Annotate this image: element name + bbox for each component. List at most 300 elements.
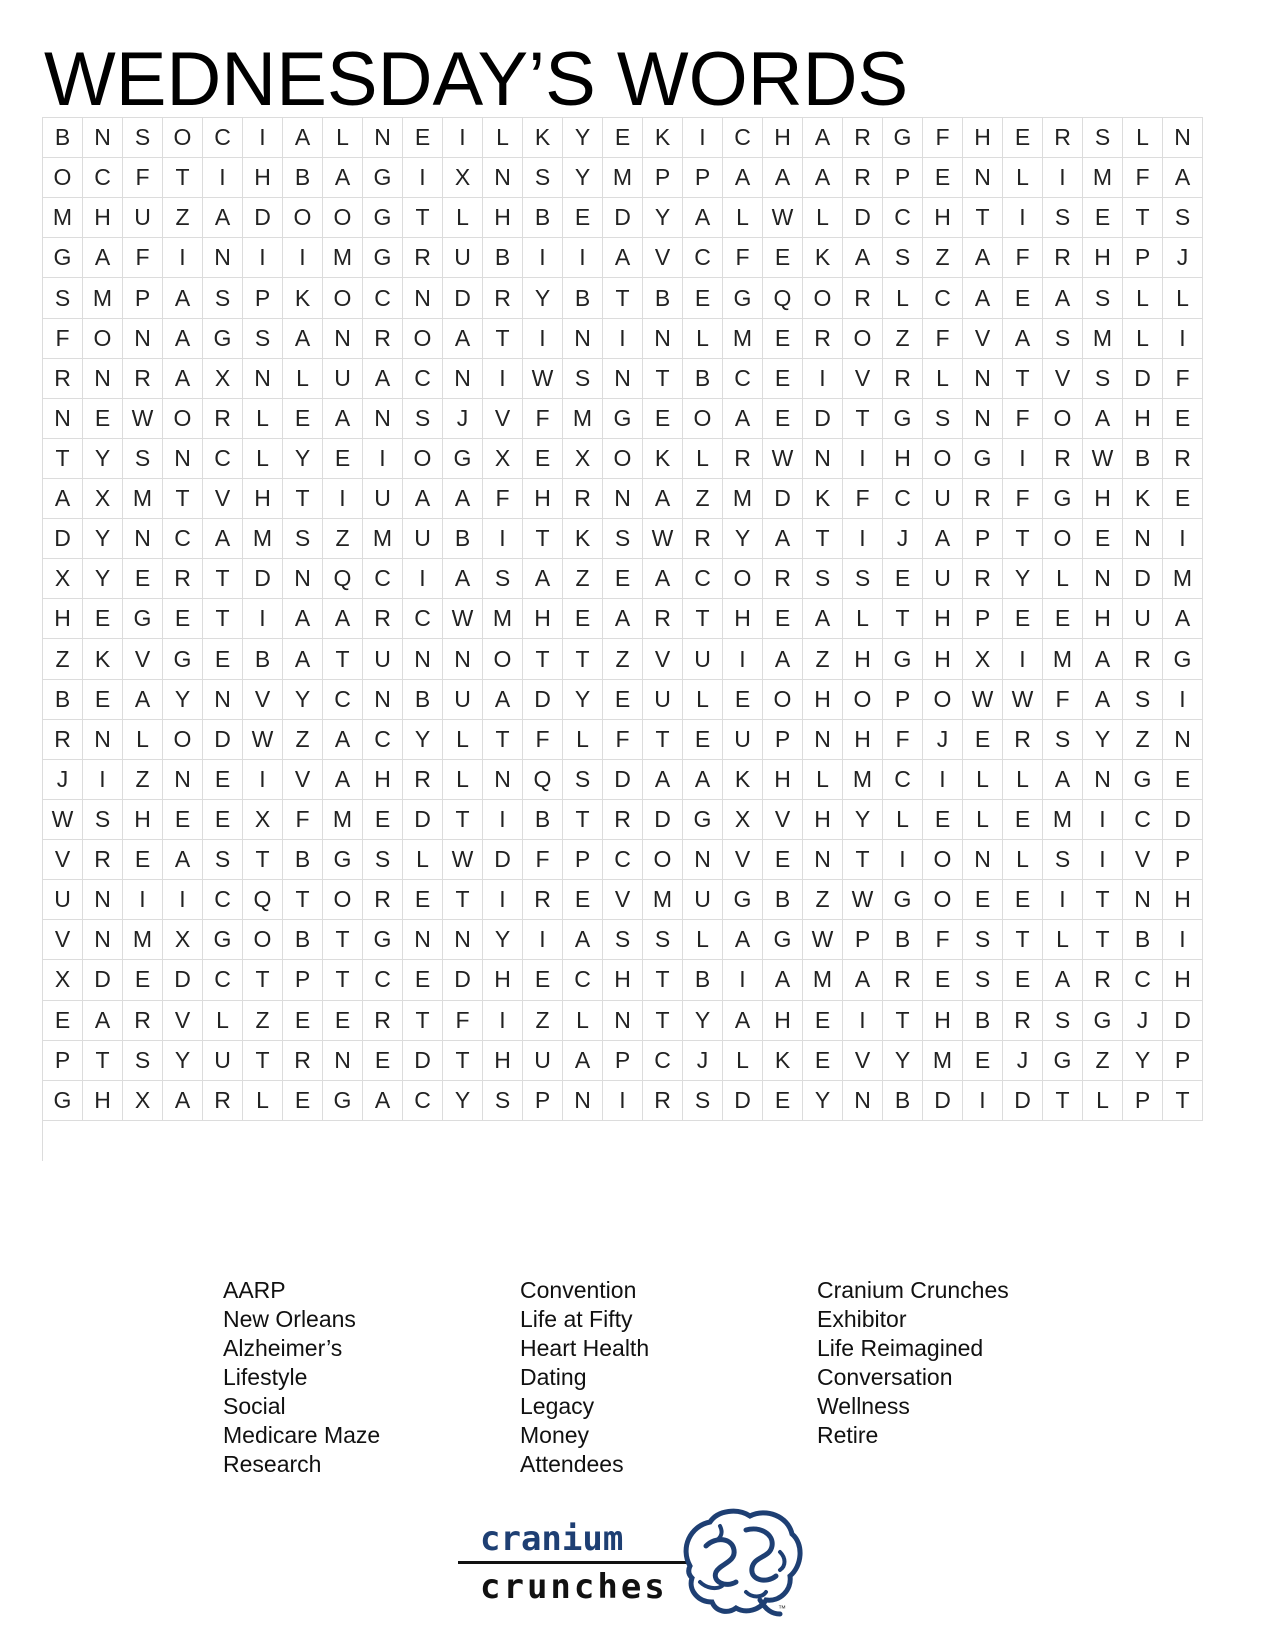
grid-cell: V [43, 920, 83, 960]
grid-cell: J [883, 519, 923, 559]
grid-cell: O [403, 439, 443, 479]
grid-cell: C [363, 960, 403, 1000]
grid-cell: X [123, 1081, 163, 1121]
grid-cell: V [163, 1001, 203, 1041]
cranium-crunches-logo [458, 1506, 804, 1626]
grid-cell: D [803, 399, 843, 439]
grid-cell: O [283, 198, 323, 238]
brain-icon [676, 1506, 804, 1618]
grid-cell: Z [523, 1001, 563, 1041]
grid-cell: E [763, 359, 803, 399]
grid-cell: D [243, 198, 283, 238]
grid-cell: Q [243, 880, 283, 920]
grid-cell: R [883, 960, 923, 1000]
grid-cell: A [163, 319, 203, 359]
grid-cell: Y [563, 680, 603, 720]
grid-cell: K [283, 278, 323, 318]
grid-cell: V [723, 840, 763, 880]
grid-cell: M [1043, 800, 1083, 840]
grid-cell: R [1043, 238, 1083, 278]
grid-cell: K [803, 238, 843, 278]
grid-cell: E [1003, 118, 1043, 158]
grid-cell: L [1123, 319, 1163, 359]
grid-cell: T [643, 720, 683, 760]
grid-cell: D [1123, 359, 1163, 399]
grid-cell: I [1043, 880, 1083, 920]
grid-cell: R [643, 599, 683, 639]
grid-cell: G [363, 158, 403, 198]
grid-cell: Y [1003, 559, 1043, 599]
grid-cell: M [243, 519, 283, 559]
grid-cell: L [963, 800, 1003, 840]
grid-cell: L [803, 760, 843, 800]
word-item: Dating [520, 1364, 587, 1390]
grid-cell: H [923, 639, 963, 679]
grid-cell: R [843, 118, 883, 158]
grid-cell: R [43, 359, 83, 399]
grid-cell: K [1123, 479, 1163, 519]
grid-cell: A [723, 920, 763, 960]
grid-cell: O [923, 880, 963, 920]
grid-cell: G [1043, 479, 1083, 519]
grid-cell: E [163, 599, 203, 639]
grid-cell: X [43, 960, 83, 1000]
grid-cell: R [363, 319, 403, 359]
grid-cell: N [563, 319, 603, 359]
grid-cell: A [1163, 599, 1203, 639]
grid-cell: E [1163, 479, 1203, 519]
grid-cell: P [283, 960, 323, 1000]
grid-cell: M [363, 519, 403, 559]
grid-cell: I [163, 238, 203, 278]
grid-cell: G [363, 238, 403, 278]
grid-cell: N [403, 278, 443, 318]
grid-cell: X [83, 479, 123, 519]
grid-cell: I [843, 1001, 883, 1041]
grid-cell: A [1043, 960, 1083, 1000]
grid-cell: S [1043, 1001, 1083, 1041]
grid-cell: S [883, 238, 923, 278]
grid-cell: U [923, 559, 963, 599]
grid-cell: I [123, 880, 163, 920]
grid-cell: E [563, 198, 603, 238]
grid-cell: E [1163, 399, 1203, 439]
grid-cell: A [323, 599, 363, 639]
grid-cell: R [563, 479, 603, 519]
grid-cell: B [683, 359, 723, 399]
grid-cell: E [803, 1001, 843, 1041]
grid-cell: E [1003, 599, 1043, 639]
grid-cell: R [1003, 1001, 1043, 1041]
grid-cell: I [723, 960, 763, 1000]
grid-cell: D [1163, 1001, 1203, 1041]
grid-cell: E [203, 639, 243, 679]
grid-cell: G [323, 840, 363, 880]
grid-cell: C [683, 238, 723, 278]
grid-cell: L [123, 720, 163, 760]
grid-cell: A [1043, 760, 1083, 800]
grid-cell: A [323, 760, 363, 800]
grid-cell: R [483, 278, 523, 318]
grid-cell: A [323, 720, 363, 760]
grid-cell: H [603, 960, 643, 1000]
grid-cell: I [1163, 680, 1203, 720]
grid-cell: R [803, 319, 843, 359]
grid-cell: K [83, 639, 123, 679]
grid-cell: E [963, 720, 1003, 760]
grid-cell: Y [843, 800, 883, 840]
grid-cell: L [803, 198, 843, 238]
grid-cell: K [563, 519, 603, 559]
grid-cell: A [123, 680, 163, 720]
grid-cell: O [603, 439, 643, 479]
grid-cell: G [363, 198, 403, 238]
grid-cell: O [843, 680, 883, 720]
grid-cell: P [563, 840, 603, 880]
grid-cell: G [763, 920, 803, 960]
grid-cell: F [523, 720, 563, 760]
grid-cell: P [523, 1081, 563, 1121]
grid-cell: I [1043, 158, 1083, 198]
grid-cell: N [203, 238, 243, 278]
grid-cell: V [603, 880, 643, 920]
grid-cell: I [83, 760, 123, 800]
grid-cell: F [523, 399, 563, 439]
grid-cell: A [803, 599, 843, 639]
grid-cell: S [1043, 198, 1083, 238]
grid-cell: T [1163, 1081, 1203, 1121]
grid-cell: T [1043, 1081, 1083, 1121]
grid-cell: V [483, 399, 523, 439]
grid-cell: S [563, 760, 603, 800]
grid-cell: R [123, 1001, 163, 1041]
grid-cell: R [163, 559, 203, 599]
grid-cell: N [1163, 720, 1203, 760]
grid-cell: C [1123, 800, 1163, 840]
grid-cell: G [883, 880, 923, 920]
grid-cell: I [403, 158, 443, 198]
grid-cell: N [203, 680, 243, 720]
grid-cell: D [1163, 800, 1203, 840]
grid-cell: C [203, 118, 243, 158]
grid-cell: B [883, 1081, 923, 1121]
grid-cell: P [1163, 1041, 1203, 1081]
grid-cell: E [763, 238, 803, 278]
grid-cell: H [83, 1081, 123, 1121]
word-list-column-2 [520, 1276, 817, 1479]
grid-cell: S [123, 1041, 163, 1081]
grid-cell: R [883, 359, 923, 399]
grid-cell: A [523, 559, 563, 599]
grid-cell: L [243, 1081, 283, 1121]
grid-cell: E [683, 278, 723, 318]
grid-cell: D [403, 800, 443, 840]
grid-cell: E [1163, 760, 1203, 800]
grid-cell: A [963, 238, 1003, 278]
grid-cell: S [1083, 118, 1123, 158]
grid-cell: Q [523, 760, 563, 800]
grid-cell: J [443, 399, 483, 439]
grid-cell: N [443, 639, 483, 679]
grid-cell: E [643, 399, 683, 439]
grid-cell: O [1043, 399, 1083, 439]
grid-cell: E [603, 680, 643, 720]
grid-cell: E [123, 559, 163, 599]
grid-cell: U [43, 880, 83, 920]
grid-cell: W [843, 880, 883, 920]
grid-cell: I [1003, 198, 1043, 238]
grid-cell: S [123, 439, 163, 479]
grid-cell: I [363, 439, 403, 479]
grid-cell: T [443, 800, 483, 840]
word-item: Retire [817, 1422, 879, 1448]
grid-cell: F [123, 238, 163, 278]
grid-cell: O [803, 278, 843, 318]
grid-cell: Y [563, 118, 603, 158]
grid-cell: U [443, 680, 483, 720]
grid-cell: T [1083, 920, 1123, 960]
grid-cell: G [1123, 760, 1163, 800]
grid-cell: O [723, 559, 763, 599]
grid-cell: H [483, 1041, 523, 1081]
grid-cell: L [443, 760, 483, 800]
grid-cell: Z [1123, 720, 1163, 760]
grid-cell: R [83, 840, 123, 880]
grid-cell: Y [1123, 1041, 1163, 1081]
grid-cell: N [803, 720, 843, 760]
grid-cell: R [203, 399, 243, 439]
grid-cell: H [723, 599, 763, 639]
grid-cell: V [643, 639, 683, 679]
grid-cell: E [923, 800, 963, 840]
grid-cell: C [363, 559, 403, 599]
word-item: Lifestyle [223, 1364, 308, 1390]
grid-cell: E [723, 680, 763, 720]
grid-cell: W [1003, 680, 1043, 720]
grid-cell: V [243, 680, 283, 720]
grid-cell: D [523, 680, 563, 720]
grid-cell: E [523, 439, 563, 479]
grid-cell: D [163, 960, 203, 1000]
grid-cell: I [963, 1081, 1003, 1121]
grid-cell: L [323, 118, 363, 158]
grid-cell: X [243, 800, 283, 840]
grid-cell: E [363, 1041, 403, 1081]
grid-cell: I [323, 479, 363, 519]
grid-cell: S [563, 359, 603, 399]
grid-cell: T [403, 1001, 443, 1041]
grid-cell: V [843, 359, 883, 399]
grid-cell: L [683, 319, 723, 359]
grid-cell: S [123, 118, 163, 158]
grid-cell: T [843, 840, 883, 880]
grid-cell: E [83, 399, 123, 439]
grid-cell: N [1083, 559, 1123, 599]
grid-cell: S [963, 920, 1003, 960]
grid-cell: I [443, 118, 483, 158]
grid-cell: A [283, 599, 323, 639]
word-item: Exhibitor [817, 1306, 907, 1332]
word-item: Money [520, 1422, 590, 1448]
grid-cell: C [323, 680, 363, 720]
grid-cell: L [483, 118, 523, 158]
grid-cell: G [443, 439, 483, 479]
grid-cell: T [883, 1001, 923, 1041]
grid-cell: G [1043, 1041, 1083, 1081]
grid-cell: N [323, 319, 363, 359]
grid-cell: A [283, 639, 323, 679]
grid-cell: O [163, 720, 203, 760]
grid-cell: W [963, 680, 1003, 720]
grid-cell: P [963, 519, 1003, 559]
grid-cell: O [683, 399, 723, 439]
grid-cell: R [643, 1081, 683, 1121]
grid-cell: Y [83, 519, 123, 559]
grid-cell: S [403, 399, 443, 439]
grid-cell: M [43, 198, 83, 238]
grid-cell: N [43, 399, 83, 439]
grid-cell: P [243, 278, 283, 318]
grid-cell: N [123, 519, 163, 559]
grid-cell: Y [483, 920, 523, 960]
grid-cell: F [483, 479, 523, 519]
grid-cell: B [643, 278, 683, 318]
grid-cell: G [43, 1081, 83, 1121]
grid-cell: E [403, 960, 443, 1000]
grid-cell: H [1083, 479, 1123, 519]
grid-cell: G [43, 238, 83, 278]
grid-cell: F [123, 158, 163, 198]
grid-cell: Z [563, 559, 603, 599]
grid-cell: E [403, 118, 443, 158]
grid-cell: B [683, 960, 723, 1000]
grid-cell: G [723, 278, 763, 318]
grid-cell: R [1043, 118, 1083, 158]
grid-cell: L [443, 720, 483, 760]
grid-cell: A [603, 238, 643, 278]
grid-cell: B [563, 278, 603, 318]
grid-cell: C [403, 599, 443, 639]
grid-cell: T [203, 599, 243, 639]
grid-cell: H [123, 800, 163, 840]
grid-cell: G [203, 319, 243, 359]
grid-cell: E [1083, 519, 1123, 559]
grid-cell: T [243, 960, 283, 1000]
grid-cell: L [1003, 760, 1043, 800]
grid-cell: A [443, 319, 483, 359]
grid-cell: A [763, 158, 803, 198]
grid-cell: R [523, 880, 563, 920]
grid-cell: A [443, 479, 483, 519]
grid-cell: R [963, 559, 1003, 599]
grid-cell: R [963, 479, 1003, 519]
grid-cell: U [323, 359, 363, 399]
grid-cell: I [843, 519, 883, 559]
grid-cell: D [243, 559, 283, 599]
grid-cell: N [163, 439, 203, 479]
grid-cell: A [83, 1001, 123, 1041]
grid-cell: T [603, 278, 643, 318]
grid-cell: A [723, 399, 763, 439]
grid-cell: I [483, 880, 523, 920]
grid-cell: A [283, 319, 323, 359]
grid-cell: W [763, 439, 803, 479]
grid-cell: P [43, 1041, 83, 1081]
grid-cell: R [1163, 439, 1203, 479]
grid-cell: Z [923, 238, 963, 278]
grid-cell: C [883, 479, 923, 519]
grid-cell: T [243, 840, 283, 880]
grid-cell: W [43, 800, 83, 840]
grid-cell: B [443, 519, 483, 559]
grid-cell: I [1163, 519, 1203, 559]
grid-cell: T [483, 720, 523, 760]
word-item: Life at Fifty [520, 1306, 633, 1332]
grid-cell: I [523, 920, 563, 960]
grid-cell: E [123, 840, 163, 880]
grid-cell: U [683, 880, 723, 920]
grid-cell: G [883, 118, 923, 158]
grid-cell: R [43, 720, 83, 760]
grid-cell: R [1003, 720, 1043, 760]
grid-cell: S [643, 920, 683, 960]
grid-cell: A [363, 1081, 403, 1121]
grid-cell: O [923, 680, 963, 720]
grid-cell: Y [883, 1041, 923, 1081]
grid-cell: V [1123, 840, 1163, 880]
grid-cell: A [323, 158, 363, 198]
grid-cell: R [363, 599, 403, 639]
grid-cell: F [1123, 158, 1163, 198]
grid-cell: L [403, 840, 443, 880]
grid-cell: M [1083, 319, 1123, 359]
grid-cell: Q [763, 278, 803, 318]
grid-cell: A [83, 238, 123, 278]
grid-cell: H [923, 599, 963, 639]
grid-cell: I [723, 639, 763, 679]
grid-cell: S [83, 800, 123, 840]
grid-cell: Z [803, 639, 843, 679]
grid-cell: M [483, 599, 523, 639]
grid-cell: K [803, 479, 843, 519]
grid-cell: X [483, 439, 523, 479]
grid-cell: S [1043, 319, 1083, 359]
grid-cell: D [1003, 1081, 1043, 1121]
grid-cell: A [843, 960, 883, 1000]
grid-cell: I [1003, 639, 1043, 679]
grid-cell: T [843, 399, 883, 439]
word-search-grid [42, 117, 1203, 1161]
grid-cell: N [483, 158, 523, 198]
grid-cell: K [763, 1041, 803, 1081]
grid-cell: C [203, 880, 243, 920]
grid-cell: Z [43, 639, 83, 679]
word-item: Convention [520, 1277, 637, 1303]
grid-cell: U [123, 198, 163, 238]
grid-cell: Y [283, 680, 323, 720]
grid-cell: C [363, 278, 403, 318]
grid-cell: H [883, 439, 923, 479]
grid-cell: X [563, 439, 603, 479]
grid-cell: A [723, 1001, 763, 1041]
grid-cell: R [723, 439, 763, 479]
grid-cell: I [483, 359, 523, 399]
grid-cell: C [883, 760, 923, 800]
grid-cell: M [843, 760, 883, 800]
grid-cell: Z [803, 880, 843, 920]
grid-cell: G [1083, 1001, 1123, 1041]
grid-cell: I [1163, 920, 1203, 960]
